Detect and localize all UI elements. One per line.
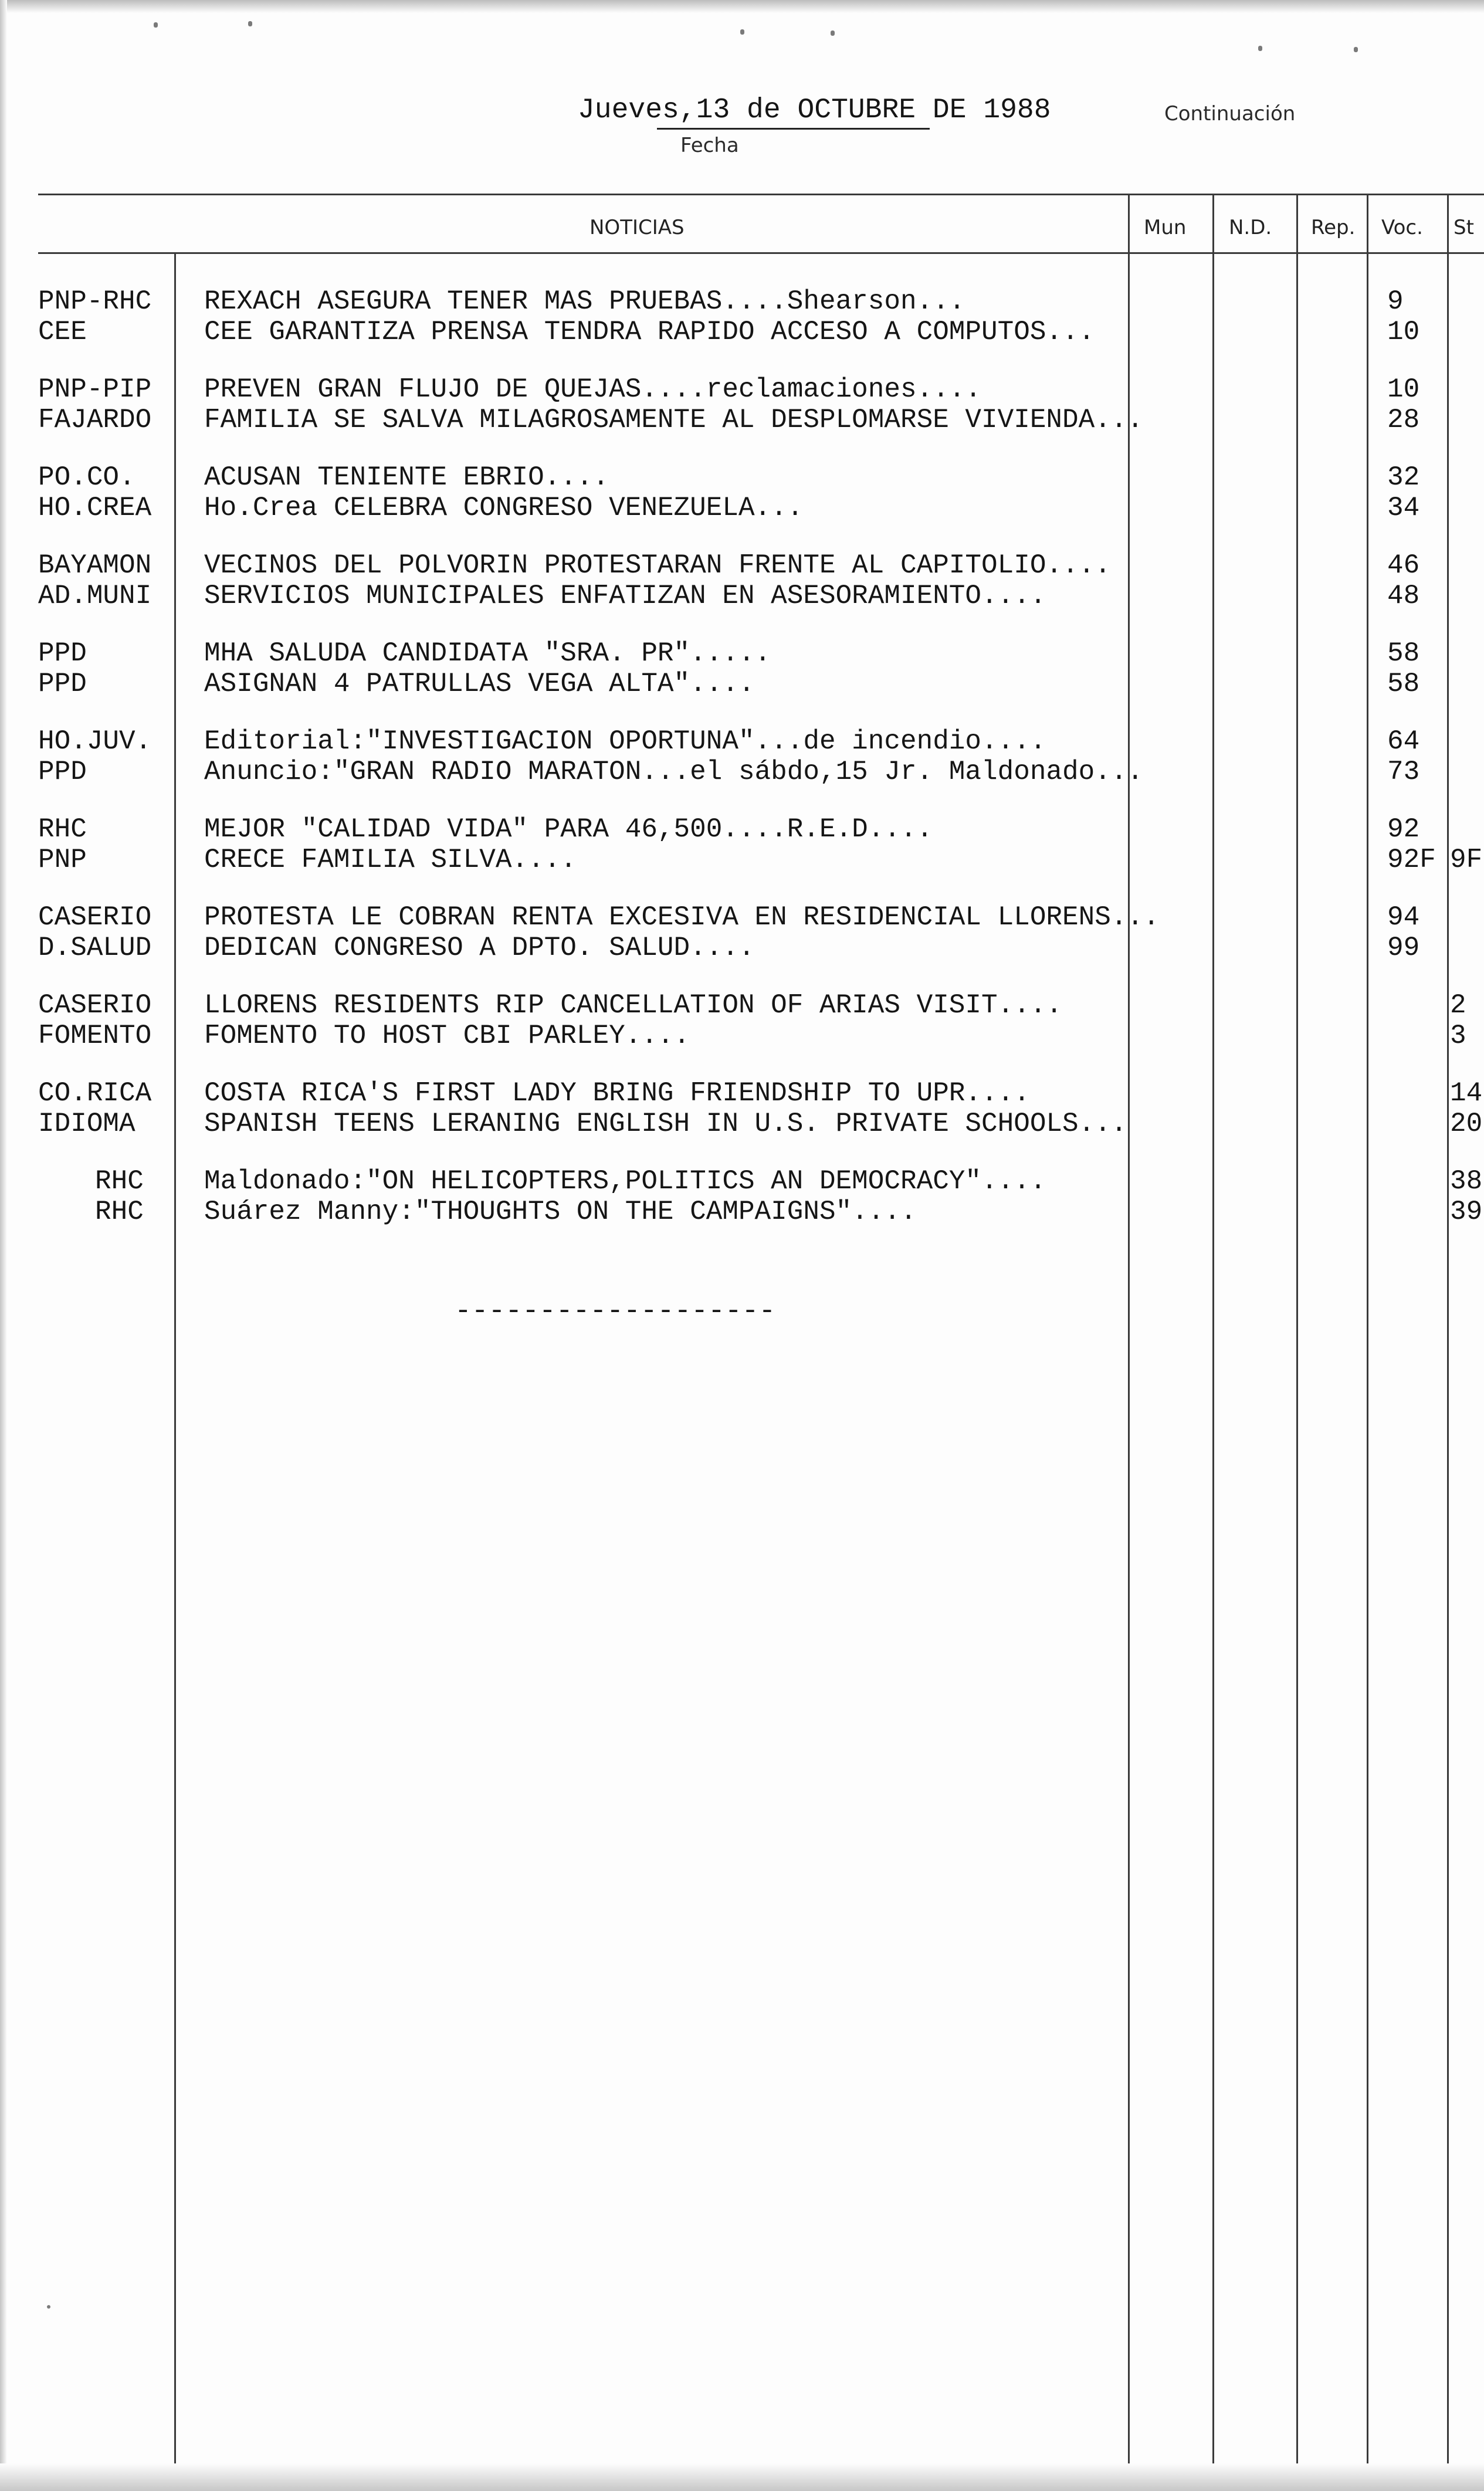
report-date: Jueves,13 de OCTUBRE DE 1988	[578, 94, 1051, 126]
row-st: 9F	[1450, 845, 1483, 875]
row-tag: CEE	[38, 317, 87, 347]
row-st: 3	[1450, 1021, 1466, 1051]
row-tag: IDIOMA	[38, 1109, 135, 1139]
row-tag: PPD	[38, 757, 87, 787]
row-tag: PO.CO.	[38, 462, 135, 493]
date-underline	[657, 128, 930, 130]
col-header-st: St	[1453, 216, 1474, 239]
table-header-rule	[38, 252, 1484, 254]
col-header-nd: N.D.	[1229, 216, 1272, 239]
row-voc: 32	[1387, 462, 1420, 493]
mun-column-divider	[1128, 194, 1130, 2463]
row-tag: FOMENTO	[38, 1021, 152, 1051]
row-voc: 92F	[1387, 845, 1436, 875]
scan-mark	[1354, 47, 1358, 52]
col-header-mun: Mun	[1144, 216, 1187, 239]
row-tag: CO.RICA	[38, 1078, 152, 1109]
end-marker: -------------------	[455, 1296, 776, 1327]
row-headline: ASIGNAN 4 PATRULLAS VEGA ALTA"....	[204, 669, 755, 699]
row-headline: Anuncio:"GRAN RADIO MARATON...el sábdo,15 Jr. Maldonado...	[204, 757, 1144, 787]
scan-edge-left	[0, 0, 7, 2491]
date-caption: Fecha	[680, 134, 739, 157]
row-headline: MEJOR "CALIDAD VIDA" PARA 46,500....R.E.D....	[204, 814, 933, 845]
row-headline: SPANISH TEENS LERANING ENGLISH IN U.S. PRIVATE SCHOOLS...	[204, 1109, 1127, 1139]
row-headline: SERVICIOS MUNICIPALES ENFATIZAN EN ASESORAMIENTO....	[204, 581, 1046, 611]
row-voc: 9	[1387, 286, 1404, 317]
scan-edge-top	[0, 0, 1484, 13]
row-headline: Suárez Manny:"THOUGHTS ON THE CAMPAIGNS"....	[204, 1197, 917, 1227]
row-tag: BAYAMON	[38, 550, 152, 581]
scan-mark	[740, 29, 744, 35]
row-tag: PPD	[38, 669, 87, 699]
row-st: 2	[1450, 990, 1466, 1021]
row-tag: HO.JUV.	[38, 726, 152, 757]
row-headline: Maldonado:"ON HELICOPTERS,POLITICS AN DEMOCRACY"....	[204, 1166, 1046, 1197]
row-voc: 46	[1387, 550, 1420, 581]
row-headline: REXACH ASEGURA TENER MAS PRUEBAS....Shearson...	[204, 286, 965, 317]
row-st: 20	[1450, 1109, 1483, 1139]
col-header-noticias: NOTICIAS	[589, 216, 685, 239]
row-headline: FOMENTO TO HOST CBI PARLEY....	[204, 1021, 690, 1051]
row-voc: 73	[1387, 757, 1420, 787]
scan-mark	[154, 22, 158, 28]
tag-column-divider	[174, 252, 176, 2463]
scan-mark	[248, 21, 252, 26]
row-tag: RHC	[95, 1197, 144, 1227]
row-tag: FAJARDO	[38, 405, 152, 435]
col-header-rep: Rep.	[1311, 216, 1356, 239]
scan-edge-bottom	[0, 2463, 1484, 2491]
row-tag: CASERIO	[38, 990, 152, 1021]
row-headline: ACUSAN TENIENTE EBRIO....	[204, 462, 609, 493]
row-headline: CEE GARANTIZA PRENSA TENDRA RAPIDO ACCESO A COMPUTOS...	[204, 317, 1095, 347]
row-headline: VECINOS DEL POLVORIN PROTESTARAN FRENTE AL CAPITOLIO....	[204, 550, 1111, 581]
row-headline: PREVEN GRAN FLUJO DE QUEJAS....reclamaciones....	[204, 374, 982, 405]
row-headline: Editorial:"INVESTIGACION OPORTUNA"...de incendio....	[204, 726, 1046, 757]
row-voc: 28	[1387, 405, 1420, 435]
row-tag: PNP-PIP	[38, 374, 152, 405]
rep-column-divider	[1296, 194, 1298, 2463]
row-headline: DEDICAN CONGRESO A DPTO. SALUD....	[204, 933, 755, 963]
continuation-label: Continuación	[1164, 102, 1296, 126]
scan-mark	[831, 30, 835, 36]
row-st: 14	[1450, 1078, 1483, 1109]
row-tag: D.SALUD	[38, 933, 152, 963]
row-voc: 10	[1387, 374, 1420, 405]
row-tag: AD.MUNI	[38, 581, 152, 611]
row-headline: MHA SALUDA CANDIDATA "SRA. PR".....	[204, 638, 771, 669]
row-headline: COSTA RICA'S FIRST LADY BRING FRIENDSHIP TO UPR....	[204, 1078, 1030, 1109]
voc-column-divider	[1367, 194, 1368, 2463]
nd-column-divider	[1212, 194, 1214, 2463]
row-st: 38	[1450, 1166, 1483, 1197]
row-tag: PNP-RHC	[38, 286, 152, 317]
table-top-rule	[38, 194, 1484, 195]
row-headline: CRECE FAMILIA SILVA....	[204, 845, 577, 875]
row-tag: CASERIO	[38, 902, 152, 933]
col-header-voc: Voc.	[1381, 216, 1423, 239]
row-headline: PROTESTA LE COBRAN RENTA EXCESIVA EN RESIDENCIAL LLORENS...	[204, 902, 1160, 933]
row-voc: 92	[1387, 814, 1420, 845]
row-voc: 34	[1387, 493, 1420, 523]
row-tag: RHC	[38, 814, 87, 845]
scan-mark	[47, 2305, 50, 2309]
row-voc: 58	[1387, 638, 1420, 669]
row-st: 39	[1450, 1197, 1483, 1227]
row-voc: 58	[1387, 669, 1420, 699]
row-headline: FAMILIA SE SALVA MILAGROSAMENTE AL DESPLOMARSE VIVIENDA...	[204, 405, 1144, 435]
scan-mark	[1258, 46, 1262, 51]
row-tag: RHC	[95, 1166, 144, 1197]
row-tag: PPD	[38, 638, 87, 669]
row-tag: PNP	[38, 845, 87, 875]
st-column-divider	[1447, 194, 1449, 2463]
row-voc: 10	[1387, 317, 1420, 347]
row-tag: HO.CREA	[38, 493, 152, 523]
row-voc: 48	[1387, 581, 1420, 611]
row-headline: Ho.Crea CELEBRA CONGRESO VENEZUELA...	[204, 493, 804, 523]
row-voc: 94	[1387, 902, 1420, 933]
row-headline: LLORENS RESIDENTS RIP CANCELLATION OF ARIAS VISIT....	[204, 990, 1063, 1021]
row-voc: 99	[1387, 933, 1420, 963]
row-voc: 64	[1387, 726, 1420, 757]
